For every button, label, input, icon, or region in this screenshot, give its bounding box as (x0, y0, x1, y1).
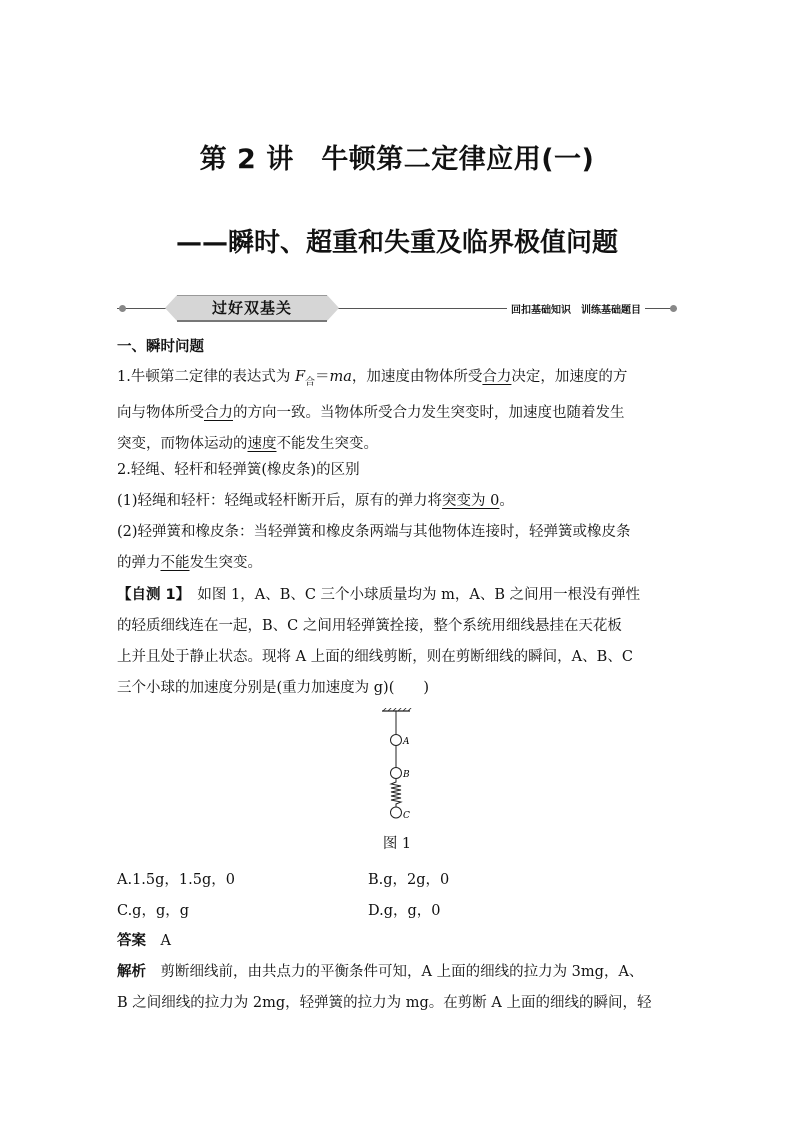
question-tag: 【自测 1】 (117, 587, 183, 603)
answer-value: A (160, 933, 171, 949)
option-b[interactable]: B.g，2g，0 (368, 872, 450, 888)
p3-text-b: 。 (499, 493, 514, 509)
label-b: B (403, 770, 410, 780)
paragraph-2: 2.轻绳、轻杆和轻弹簧(橡皮条)的区别 (117, 462, 360, 478)
banner-tab: 过好双基关 (177, 295, 327, 322)
question-line-3: 上并且处于静止状态。现将 A 上面的细线剪断，则在剪断细线的瞬间，A、B、C (117, 649, 633, 665)
page-subtitle: ——瞬时、超重和失重及临界极值问题 (175, 228, 618, 258)
p1-F: F (294, 369, 306, 385)
p1-text-c: 决定，加速度的方 (511, 369, 628, 385)
p1-text-d: 向与物体所受 (117, 404, 204, 421)
spring (391, 779, 401, 808)
ball-a (391, 735, 402, 746)
question-block (117, 580, 679, 704)
page-title: 第 2 讲 牛顿第二定律应用(一) (199, 144, 595, 175)
banner-right-text: 回扣基础知识 训练基础题目 (507, 301, 645, 316)
p1-text-a: 1.牛顿第二定律的表达式为 (117, 369, 295, 385)
p4-underline: 不能 (160, 555, 190, 571)
paragraph-4 (117, 517, 679, 579)
answer-line (117, 926, 679, 957)
analysis-line-1: 剪断细线前，由共点力的平衡条件可知，A 上面的细线的拉力为 3mg，A、 (146, 964, 644, 980)
question-line-2: 的轻质细线连在一起，B、C 之间用轻弹簧拴接，整个系统用细线悬挂在天花板 (117, 618, 622, 634)
p1-text-g: 不能发生突变。 (276, 435, 378, 452)
section-heading: 一、瞬时问题 (117, 339, 204, 355)
p1-ma: ma (329, 369, 352, 385)
p4-text-a: (2)轻弹簧和橡皮条：当轻弹簧和橡皮条两端与其他物体连接时，轻弹簧或橡皮条 (117, 524, 631, 540)
paragraph-1 (117, 362, 679, 460)
banner-right-dot (670, 305, 677, 312)
banner-left-dot (119, 305, 126, 312)
balls-spring-diagram (370, 708, 430, 823)
p1-text-f: 突变，而物体运动的 (117, 435, 248, 452)
question-line-4: 三个小球的加速度分别是(重力加速度为 g)( ) (117, 680, 430, 696)
ball-b (391, 768, 402, 779)
analysis-label: 解析 (117, 964, 146, 980)
analysis-line-2: B 之间细线的拉力为 2mg，轻弹簧的拉力为 mg。在剪断 A 上面的细线的瞬间，轻 (117, 995, 652, 1011)
label-a: A (403, 737, 410, 747)
section-banner (117, 293, 677, 323)
p1-eq: ＝ (315, 369, 330, 385)
ball-c (391, 807, 402, 818)
p4-text-c: 发生突变。 (189, 555, 262, 571)
p1-text-e: 的方向一致。当物体所受合力发生突变时，加速度也随着发生 (233, 404, 625, 421)
p1-sub: 合 (305, 376, 316, 388)
figure-caption: 图 1 (382, 836, 412, 852)
label-c: C (403, 811, 410, 821)
option-a[interactable]: A.1.5g，1.5g，0 (117, 872, 235, 888)
p1-text-b: ，加速度由物体所受 (351, 369, 483, 385)
p1-underline-3: 速度 (247, 435, 277, 452)
analysis-block (117, 957, 679, 1019)
answer-label: 答案 (117, 933, 146, 949)
paragraph-3 (117, 486, 679, 517)
figure-1 (370, 708, 430, 823)
question-line-1: 如图 1，A、B、C 三个小球质量均为 m，A、B 之间用一根没有弹性 (182, 587, 641, 603)
option-c[interactable]: C.g，g，g (117, 903, 190, 919)
p1-underline-1: 合力 (482, 369, 512, 385)
p4-text-b: 的弹力 (117, 555, 161, 571)
p3-text-a: (1)轻绳和轻杆：轻绳或轻杆断开后，原有的弹力将 (117, 493, 443, 509)
p3-underline: 突变为 0 (442, 493, 500, 509)
option-d[interactable]: D.g，g，0 (368, 903, 441, 919)
p1-underline-2: 合力 (204, 404, 233, 421)
